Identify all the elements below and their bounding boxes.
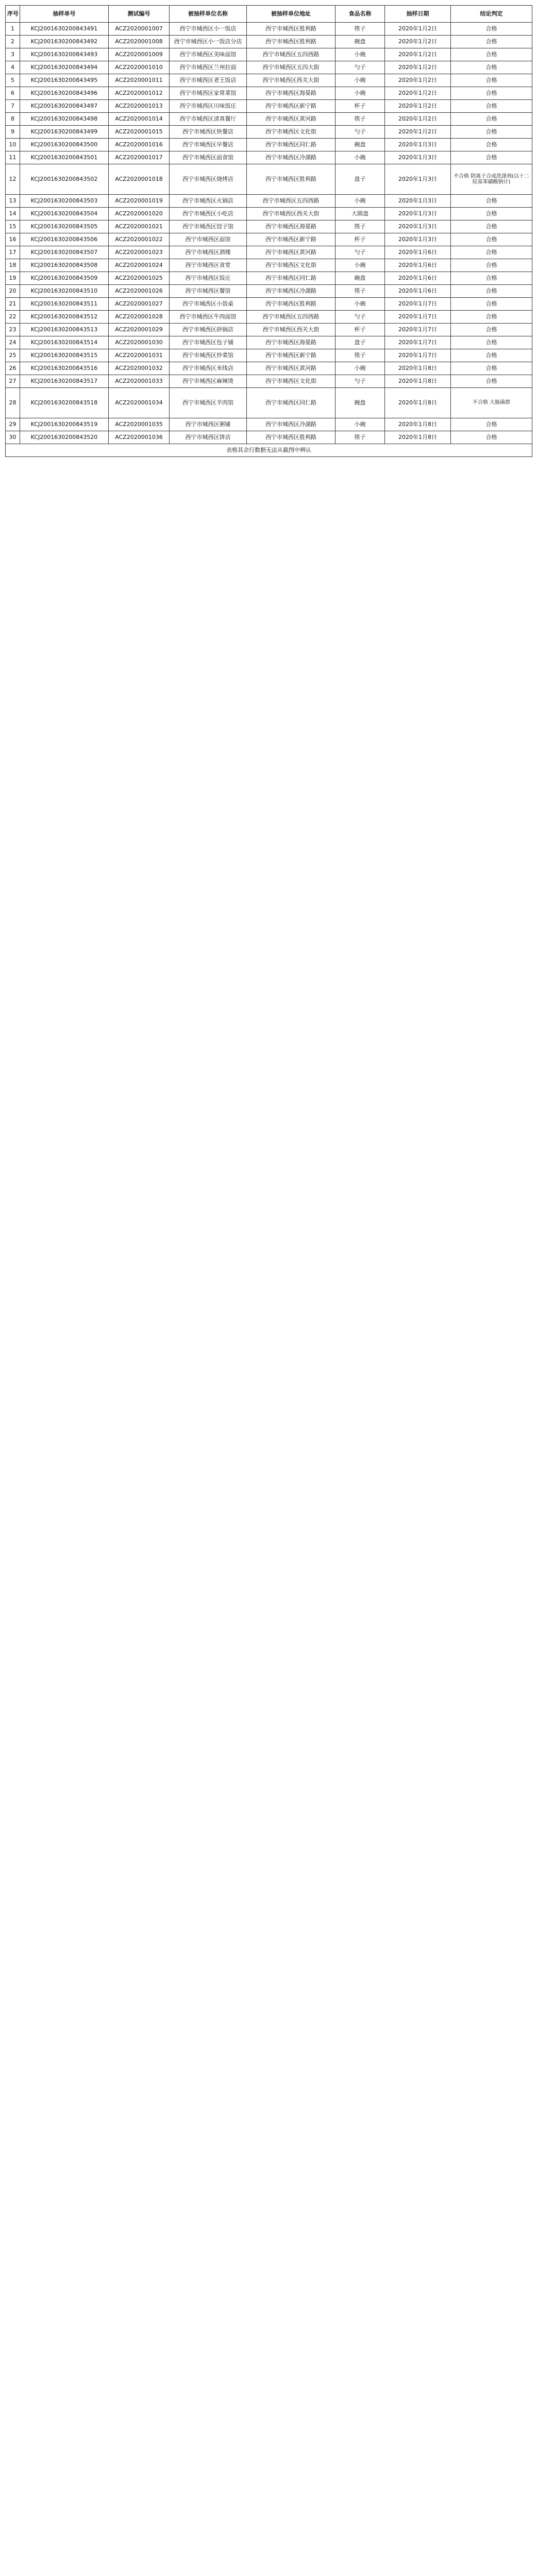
cell-test-no: ACZ2020001034 xyxy=(109,388,170,418)
cell-test-no: ACZ2020001024 xyxy=(109,259,170,272)
cell-test-no: ACZ2020001009 xyxy=(109,48,170,61)
cell-unit-name: 西宁市城西区兰州拉面 xyxy=(170,61,247,74)
table-row xyxy=(6,272,532,285)
cell-unit-address: 西宁市城西区胜利路 xyxy=(247,298,335,311)
cell-test-no: ACZ2020001011 xyxy=(109,74,170,87)
cell-sample-date: 2020年1月6日 xyxy=(385,285,451,298)
table-row xyxy=(6,259,532,272)
cell-test-no: ACZ2020001022 xyxy=(109,233,170,246)
cell-test-no: ACZ2020001007 xyxy=(109,23,170,36)
cell-result: 合格 xyxy=(451,139,532,151)
cell-unit-address: 西宁市城西区同仁路 xyxy=(247,139,335,151)
cell-result: 合格 xyxy=(451,285,532,298)
table-row xyxy=(6,139,532,151)
cell-sample-no: KCJ2001630200843519 xyxy=(20,418,109,431)
cell-unit-address: 西宁市城西区海晏路 xyxy=(247,221,335,233)
cell-unit-name: 西宁市城西区小一饭店分店 xyxy=(170,36,247,48)
header-food-name: 食品名称 xyxy=(335,6,385,23)
cell-sample-no: KCJ2001630200843520 xyxy=(20,431,109,444)
cell-unit-address: 西宁市城西区西关大街 xyxy=(247,74,335,87)
cell-food-name: 杯子 xyxy=(335,233,385,246)
cell-sample-no: KCJ2001630200843504 xyxy=(20,208,109,221)
table-row xyxy=(6,431,532,444)
cell-test-no: ACZ2020001017 xyxy=(109,151,170,164)
cell-sample-date: 2020年1月3日 xyxy=(385,221,451,233)
cell-unit-address: 西宁市城西区海晏路 xyxy=(247,336,335,349)
table-row xyxy=(6,151,532,164)
cell-unit-name: 西宁市城西区食堂 xyxy=(170,259,247,272)
table-row xyxy=(6,336,532,349)
table-row xyxy=(6,349,532,362)
cell-result: 合格 xyxy=(451,36,532,48)
cell-food-name: 盘子 xyxy=(335,164,385,195)
cell-result: 合格 xyxy=(451,208,532,221)
table-row xyxy=(6,324,532,336)
cell-unit-name: 西宁市城西区烧烤店 xyxy=(170,164,247,195)
cell-result: 合格 xyxy=(451,336,532,349)
cell-sample-date: 2020年1月7日 xyxy=(385,336,451,349)
cell-sample-no: KCJ2001630200843517 xyxy=(20,375,109,388)
header-unit-address: 被抽样单位地址 xyxy=(247,6,335,23)
table-row xyxy=(6,100,532,113)
cell-seq: 6 xyxy=(6,87,20,100)
cell-test-no: ACZ2020001033 xyxy=(109,375,170,388)
cell-test-no: ACZ2020001012 xyxy=(109,87,170,100)
cell-unit-address: 西宁市城西区冷湖路 xyxy=(247,151,335,164)
cell-food-name: 勺子 xyxy=(335,375,385,388)
cell-test-no: ACZ2020001028 xyxy=(109,311,170,324)
cell-seq: 28 xyxy=(6,388,20,418)
cell-sample-date: 2020年1月3日 xyxy=(385,164,451,195)
cell-food-name: 小碗 xyxy=(335,362,385,375)
cell-unit-address: 西宁市城西区五四西路 xyxy=(247,195,335,208)
cell-seq: 27 xyxy=(6,375,20,388)
cell-unit-name: 西宁市城西区酒楼 xyxy=(170,246,247,259)
cell-sample-date: 2020年1月2日 xyxy=(385,74,451,87)
cell-food-name: 筷子 xyxy=(335,23,385,36)
cell-sample-no: KCJ2001630200843493 xyxy=(20,48,109,61)
cell-result: 合格 xyxy=(451,74,532,87)
cell-sample-no: KCJ2001630200843498 xyxy=(20,113,109,126)
cell-test-no: ACZ2020001031 xyxy=(109,349,170,362)
cell-result: 合格 xyxy=(451,221,532,233)
cell-sample-date: 2020年1月8日 xyxy=(385,431,451,444)
cell-unit-address: 西宁市城西区新宁路 xyxy=(247,100,335,113)
cell-unit-address: 西宁市城西区五四西路 xyxy=(247,311,335,324)
cell-sample-date: 2020年1月6日 xyxy=(385,272,451,285)
cell-unit-name: 西宁市城西区小饭桌 xyxy=(170,298,247,311)
cell-unit-address: 西宁市城西区胜利路 xyxy=(247,164,335,195)
cell-unit-name: 西宁市城西区米线店 xyxy=(170,362,247,375)
cell-unit-address: 西宁市城西区五四西路 xyxy=(247,48,335,61)
cell-result: 合格 xyxy=(451,100,532,113)
header-test-no: 测试编号 xyxy=(109,6,170,23)
cell-seq: 13 xyxy=(6,195,20,208)
cell-unit-address: 西宁市城西区胜利路 xyxy=(247,23,335,36)
cell-unit-name: 西宁市城西区美味面馆 xyxy=(170,48,247,61)
cell-result: 合格 xyxy=(451,362,532,375)
cell-result: 合格 xyxy=(451,113,532,126)
cell-seq: 3 xyxy=(6,48,20,61)
cell-test-no: ACZ2020001010 xyxy=(109,61,170,74)
cell-sample-date: 2020年1月6日 xyxy=(385,259,451,272)
cell-food-name: 盘子 xyxy=(335,336,385,349)
cell-test-no: ACZ2020001016 xyxy=(109,139,170,151)
table-body xyxy=(6,23,532,444)
cell-sample-no: KCJ2001630200843514 xyxy=(20,336,109,349)
cell-test-no: ACZ2020001008 xyxy=(109,36,170,48)
cell-unit-address: 西宁市城西区西关大街 xyxy=(247,208,335,221)
cell-seq: 23 xyxy=(6,324,20,336)
cell-sample-date: 2020年1月2日 xyxy=(385,100,451,113)
cell-unit-name: 西宁市城西区餐馆 xyxy=(170,285,247,298)
cell-unit-name: 西宁市城西区粥铺 xyxy=(170,418,247,431)
cell-sample-no: KCJ2001630200843496 xyxy=(20,87,109,100)
cell-seq: 24 xyxy=(6,336,20,349)
cell-food-name: 碗盘 xyxy=(335,139,385,151)
cell-test-no: ACZ2020001026 xyxy=(109,285,170,298)
cell-unit-address: 西宁市城西区同仁路 xyxy=(247,388,335,418)
cell-sample-no: KCJ2001630200843500 xyxy=(20,139,109,151)
cell-unit-address: 西宁市城西区文化街 xyxy=(247,375,335,388)
table-row xyxy=(6,208,532,221)
cell-seq: 29 xyxy=(6,418,20,431)
header-seq: 序号 xyxy=(6,6,20,23)
cell-unit-name: 西宁市城西区羊肉馆 xyxy=(170,388,247,418)
cell-food-name: 小碗 xyxy=(335,259,385,272)
cell-unit-name: 西宁市城西区麻辣烫 xyxy=(170,375,247,388)
cell-unit-address: 西宁市城西区胜利路 xyxy=(247,431,335,444)
cell-seq: 14 xyxy=(6,208,20,221)
cell-sample-date: 2020年1月8日 xyxy=(385,418,451,431)
cell-sample-no: KCJ2001630200843515 xyxy=(20,349,109,362)
cell-test-no: ACZ2020001032 xyxy=(109,362,170,375)
cell-unit-name: 西宁市城西区包子铺 xyxy=(170,336,247,349)
cell-result: 合格 xyxy=(451,349,532,362)
cell-result: 合格 xyxy=(451,246,532,259)
cell-seq: 2 xyxy=(6,36,20,48)
cell-unit-name: 西宁市城西区家常菜馆 xyxy=(170,87,247,100)
cell-unit-name: 西宁市城西区炒菜馆 xyxy=(170,349,247,362)
cell-food-name: 碗盘 xyxy=(335,272,385,285)
cell-unit-name: 西宁市城西区饼店 xyxy=(170,431,247,444)
cell-unit-address: 西宁市城西区文化街 xyxy=(247,126,335,139)
table-row xyxy=(6,126,532,139)
cell-unit-address: 西宁市城西区黄河路 xyxy=(247,246,335,259)
cell-sample-no: KCJ2001630200843511 xyxy=(20,298,109,311)
cell-seq: 30 xyxy=(6,431,20,444)
cell-food-name: 筷子 xyxy=(335,431,385,444)
table-row xyxy=(6,113,532,126)
cell-unit-address: 西宁市城西区同仁路 xyxy=(247,272,335,285)
cell-food-name: 筷子 xyxy=(335,221,385,233)
cell-test-no: ACZ2020001018 xyxy=(109,164,170,195)
cell-unit-address: 西宁市城西区新宁路 xyxy=(247,233,335,246)
cell-sample-no: KCJ2001630200843501 xyxy=(20,151,109,164)
cell-sample-date: 2020年1月3日 xyxy=(385,151,451,164)
cell-sample-date: 2020年1月7日 xyxy=(385,324,451,336)
cell-food-name: 大圆盘 xyxy=(335,208,385,221)
cell-unit-name: 西宁市城西区火锅店 xyxy=(170,195,247,208)
table-footer xyxy=(6,444,532,457)
cell-sample-no: KCJ2001630200843516 xyxy=(20,362,109,375)
cell-seq: 18 xyxy=(6,259,20,272)
cell-test-no: ACZ2020001036 xyxy=(109,431,170,444)
cell-unit-name: 西宁市城西区砂锅店 xyxy=(170,324,247,336)
table-row xyxy=(6,74,532,87)
cell-result: 合格 xyxy=(451,375,532,388)
cell-seq: 12 xyxy=(6,164,20,195)
cell-test-no: ACZ2020001021 xyxy=(109,221,170,233)
cell-sample-date: 2020年1月8日 xyxy=(385,362,451,375)
cell-sample-date: 2020年1月3日 xyxy=(385,195,451,208)
cell-unit-name: 西宁市城西区早餐店 xyxy=(170,139,247,151)
cell-unit-name: 西宁市城西区面食馆 xyxy=(170,151,247,164)
table-row xyxy=(6,311,532,324)
cell-sample-date: 2020年1月2日 xyxy=(385,113,451,126)
header-row xyxy=(6,6,532,23)
cell-seq: 11 xyxy=(6,151,20,164)
cell-sample-date: 2020年1月3日 xyxy=(385,208,451,221)
cell-food-name: 杯子 xyxy=(335,100,385,113)
cell-food-name: 小碗 xyxy=(335,87,385,100)
cell-sample-date: 2020年1月7日 xyxy=(385,349,451,362)
cell-test-no: ACZ2020001013 xyxy=(109,100,170,113)
cell-sample-no: KCJ2001630200843491 xyxy=(20,23,109,36)
cell-seq: 19 xyxy=(6,272,20,285)
cell-unit-name: 西宁市城西区牛肉面馆 xyxy=(170,311,247,324)
cell-seq: 9 xyxy=(6,126,20,139)
cell-result: 合格 xyxy=(451,48,532,61)
cell-sample-no: KCJ2001630200843505 xyxy=(20,221,109,233)
cell-seq: 22 xyxy=(6,311,20,324)
cell-unit-address: 西宁市城西区文化街 xyxy=(247,259,335,272)
header-sample-no: 抽样单号 xyxy=(20,6,109,23)
cell-sample-no: KCJ2001630200843509 xyxy=(20,272,109,285)
cell-seq: 20 xyxy=(6,285,20,298)
placeholder-note: 表格其余行数据无法从截图中辨认 xyxy=(6,444,532,457)
header-unit-name: 被抽样单位名称 xyxy=(170,6,247,23)
cell-unit-address: 西宁市城西区新宁路 xyxy=(247,349,335,362)
header-sample-date: 抽样日期 xyxy=(385,6,451,23)
cell-seq: 17 xyxy=(6,246,20,259)
cell-sample-no: KCJ2001630200843492 xyxy=(20,36,109,48)
cell-food-name: 小碗 xyxy=(335,195,385,208)
cell-unit-name: 西宁市城西区面馆 xyxy=(170,233,247,246)
table-row xyxy=(6,375,532,388)
cell-result: 合格 xyxy=(451,195,532,208)
cell-test-no: ACZ2020001015 xyxy=(109,126,170,139)
cell-sample-date: 2020年1月2日 xyxy=(385,48,451,61)
cell-result: 合格 xyxy=(451,259,532,272)
cell-unit-address: 西宁市城西区冷湖路 xyxy=(247,285,335,298)
cell-test-no: ACZ2020001029 xyxy=(109,324,170,336)
cell-seq: 8 xyxy=(6,113,20,126)
cell-food-name: 小碗 xyxy=(335,151,385,164)
cell-sample-date: 2020年1月2日 xyxy=(385,61,451,74)
cell-food-name: 勺子 xyxy=(335,61,385,74)
cell-sample-no: KCJ2001630200843502 xyxy=(20,164,109,195)
cell-unit-name: 西宁市城西区川味饭庄 xyxy=(170,100,247,113)
cell-seq: 16 xyxy=(6,233,20,246)
cell-result: 合格 xyxy=(451,23,532,36)
table-row xyxy=(6,36,532,48)
cell-food-name: 碗盘 xyxy=(335,36,385,48)
cell-sample-date: 2020年1月6日 xyxy=(385,246,451,259)
cell-food-name: 小碗 xyxy=(335,48,385,61)
cell-sample-date: 2020年1月2日 xyxy=(385,87,451,100)
cell-test-no: ACZ2020001014 xyxy=(109,113,170,126)
cell-sample-no: KCJ2001630200843508 xyxy=(20,259,109,272)
cell-food-name: 小碗 xyxy=(335,298,385,311)
cell-result: 合格 xyxy=(451,61,532,74)
cell-unit-name: 西宁市城西区小一饭店 xyxy=(170,23,247,36)
table-row xyxy=(6,195,532,208)
cell-sample-no: KCJ2001630200843499 xyxy=(20,126,109,139)
cell-seq: 26 xyxy=(6,362,20,375)
cell-seq: 21 xyxy=(6,298,20,311)
cell-seq: 7 xyxy=(6,100,20,113)
table-row xyxy=(6,87,532,100)
cell-food-name: 勺子 xyxy=(335,311,385,324)
cell-unit-address: 西宁市城西区胜利路 xyxy=(247,36,335,48)
cell-result: 合格 xyxy=(451,324,532,336)
cell-unit-address: 西宁市城西区冷湖路 xyxy=(247,418,335,431)
table-row xyxy=(6,164,532,195)
cell-seq: 25 xyxy=(6,349,20,362)
table-row xyxy=(6,246,532,259)
cell-food-name: 小碗 xyxy=(335,74,385,87)
cell-food-name: 小碗 xyxy=(335,418,385,431)
cell-unit-address: 西宁市城西区西关大街 xyxy=(247,324,335,336)
cell-result: 合格 xyxy=(451,126,532,139)
table-header xyxy=(6,6,532,23)
cell-sample-date: 2020年1月8日 xyxy=(385,388,451,418)
cell-food-name: 勺子 xyxy=(335,126,385,139)
cell-test-no: ACZ2020001020 xyxy=(109,208,170,221)
cell-sample-no: KCJ2001630200843507 xyxy=(20,246,109,259)
table-row xyxy=(6,298,532,311)
table-row xyxy=(6,48,532,61)
cell-sample-no: KCJ2001630200843497 xyxy=(20,100,109,113)
table-row xyxy=(6,61,532,74)
cell-result: 合格 xyxy=(451,233,532,246)
cell-food-name: 杯子 xyxy=(335,324,385,336)
cell-sample-no: KCJ2001630200843506 xyxy=(20,233,109,246)
cell-sample-date: 2020年1月3日 xyxy=(385,233,451,246)
cell-unit-name: 西宁市城西区快餐店 xyxy=(170,126,247,139)
cell-sample-date: 2020年1月2日 xyxy=(385,36,451,48)
cell-sample-date: 2020年1月2日 xyxy=(385,23,451,36)
cell-unit-name: 西宁市城西区小吃店 xyxy=(170,208,247,221)
cell-test-no: ACZ2020001030 xyxy=(109,336,170,349)
cell-sample-no: KCJ2001630200843518 xyxy=(20,388,109,418)
table-row xyxy=(6,418,532,431)
cell-result: 合格 xyxy=(451,298,532,311)
cell-test-no: ACZ2020001027 xyxy=(109,298,170,311)
cell-result: 合格 xyxy=(451,87,532,100)
cell-sample-date: 2020年1月3日 xyxy=(385,139,451,151)
placeholder-row xyxy=(6,444,532,457)
cell-seq: 10 xyxy=(6,139,20,151)
cell-result: 合格 xyxy=(451,272,532,285)
cell-test-no: ACZ2020001023 xyxy=(109,246,170,259)
table-row xyxy=(6,388,532,418)
inspection-results-table xyxy=(5,5,532,457)
cell-seq: 1 xyxy=(6,23,20,36)
cell-seq: 15 xyxy=(6,221,20,233)
table-row xyxy=(6,23,532,36)
cell-sample-date: 2020年1月7日 xyxy=(385,298,451,311)
cell-test-no: ACZ2020001019 xyxy=(109,195,170,208)
cell-unit-name: 西宁市城西区饭庄 xyxy=(170,272,247,285)
cell-result: 合格 xyxy=(451,431,532,444)
table-row xyxy=(6,285,532,298)
cell-sample-no: KCJ2001630200843503 xyxy=(20,195,109,208)
cell-food-name: 筷子 xyxy=(335,349,385,362)
cell-seq: 5 xyxy=(6,74,20,87)
cell-test-no: ACZ2020001035 xyxy=(109,418,170,431)
cell-unit-address: 西宁市城西区黄河路 xyxy=(247,113,335,126)
cell-food-name: 筷子 xyxy=(335,285,385,298)
cell-result: 合格 xyxy=(451,418,532,431)
header-result: 结论判定 xyxy=(451,6,532,23)
cell-sample-no: KCJ2001630200843510 xyxy=(20,285,109,298)
cell-food-name: 筷子 xyxy=(335,113,385,126)
cell-sample-date: 2020年1月8日 xyxy=(385,375,451,388)
cell-unit-address: 西宁市城西区五四大街 xyxy=(247,61,335,74)
cell-sample-date: 2020年1月7日 xyxy=(385,311,451,324)
cell-food-name: 碗盘 xyxy=(335,388,385,418)
cell-unit-name: 西宁市城西区老王饭店 xyxy=(170,74,247,87)
table-row xyxy=(6,233,532,246)
cell-unit-address: 西宁市城西区海晏路 xyxy=(247,87,335,100)
cell-food-name: 勺子 xyxy=(335,246,385,259)
cell-unit-address: 西宁市城西区黄河路 xyxy=(247,362,335,375)
table-row xyxy=(6,362,532,375)
cell-seq: 4 xyxy=(6,61,20,74)
cell-result: 合格 xyxy=(451,151,532,164)
cell-sample-no: KCJ2001630200843494 xyxy=(20,61,109,74)
cell-result: 不合格 大肠菌群 xyxy=(451,388,532,418)
cell-sample-no: KCJ2001630200843513 xyxy=(20,324,109,336)
cell-sample-no: KCJ2001630200843495 xyxy=(20,74,109,87)
cell-unit-name: 西宁市城西区清真餐厅 xyxy=(170,113,247,126)
cell-sample-date: 2020年1月2日 xyxy=(385,126,451,139)
cell-result: 不合格 阴离子合成洗涤剂(以十二烷基苯磺酸钠计) xyxy=(451,164,532,195)
cell-result: 合格 xyxy=(451,311,532,324)
cell-sample-no: KCJ2001630200843512 xyxy=(20,311,109,324)
table-row xyxy=(6,221,532,233)
cell-unit-name: 西宁市城西区饺子馆 xyxy=(170,221,247,233)
cell-test-no: ACZ2020001025 xyxy=(109,272,170,285)
